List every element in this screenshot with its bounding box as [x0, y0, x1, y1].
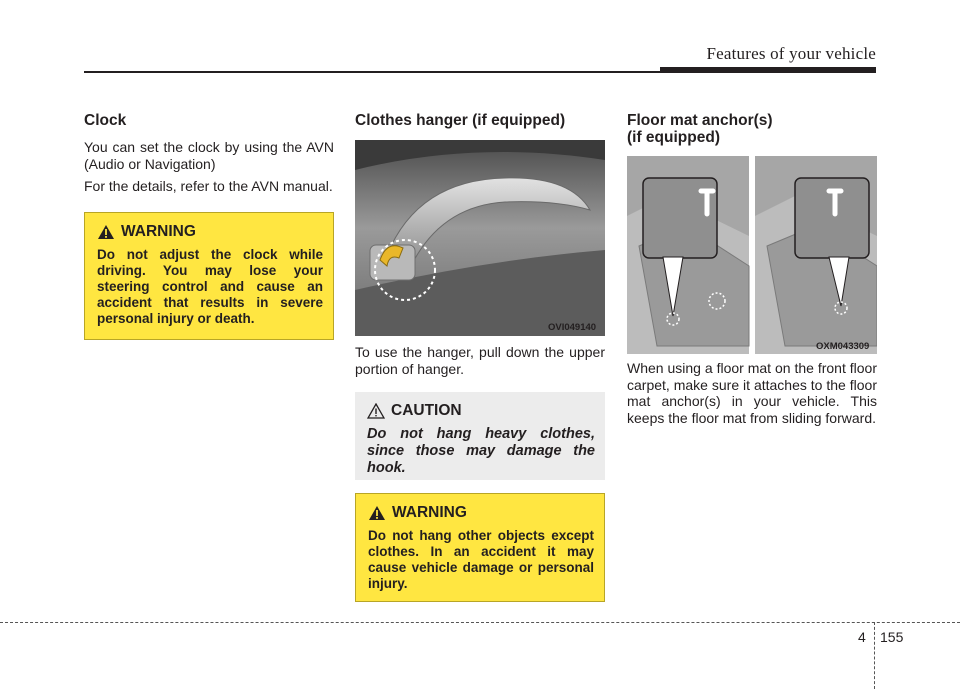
header-rule — [84, 71, 662, 73]
header-rule-accent — [660, 67, 876, 73]
page-number: 155 — [880, 629, 904, 645]
floor-mat-heading — [627, 112, 877, 146]
hanger-paragraph: To use the hanger, pull down the upper portion of hanger. — [355, 344, 605, 377]
hanger-heading: Clothes hanger (if equipped) — [355, 112, 566, 129]
clock-warning-label: WARNING — [121, 223, 196, 240]
clock-paragraph-2: For the details, refer to the AVN manual. — [84, 178, 333, 194]
hanger-warning-box — [355, 493, 605, 602]
hanger-figure — [355, 140, 605, 336]
page-number-divider — [874, 622, 875, 689]
running-header: Features of your vehicle — [706, 44, 876, 63]
floor-mat-figure — [627, 156, 877, 354]
warning-triangle-icon — [97, 224, 115, 240]
hanger-caution-box — [355, 392, 605, 480]
caution-triangle-icon — [367, 403, 385, 419]
floor-mat-heading-line-2: (if equipped) — [627, 129, 720, 146]
clock-warning-text: Do not adjust the clock while driving. You may lose your steering control and cause an accident that results in severe personal injury or death. — [97, 247, 323, 326]
clock-warning-box — [84, 212, 334, 340]
hanger-caution-text: Do not hang heavy clothes, since those may damage the hook. — [367, 426, 595, 476]
hanger-warning-text: Do not hang other objects except clothes. In an accident it may cause vehicle damage or personal injury. — [368, 528, 594, 591]
hanger-caution-label: CAUTION — [391, 402, 462, 419]
floor-mat-heading-line-1: Floor mat anchor(s) — [627, 112, 773, 129]
floor-mat-anchor-illustration — [627, 156, 877, 354]
footer-rule — [0, 622, 960, 623]
floor-mat-paragraph: When using a floor mat on the front floor carpet, make sure it attaches to the floor mat anchor(s) in your vehicle. This keeps the floor mat from sliding forward. — [627, 360, 877, 426]
warning-triangle-icon — [368, 505, 386, 521]
clothes-hanger-illustration — [355, 140, 605, 336]
chapter-number: 4 — [858, 629, 866, 645]
hanger-warning-label: WARNING — [392, 504, 467, 521]
floor-mat-figure-code: OXM043309 — [816, 341, 870, 352]
clock-section — [84, 112, 334, 195]
hanger-figure-code: OVI049140 — [548, 322, 597, 333]
clock-heading: Clock — [84, 112, 127, 129]
clock-paragraph-1: You can set the clock by using the AVN (Audio or Navigation) — [84, 139, 334, 172]
